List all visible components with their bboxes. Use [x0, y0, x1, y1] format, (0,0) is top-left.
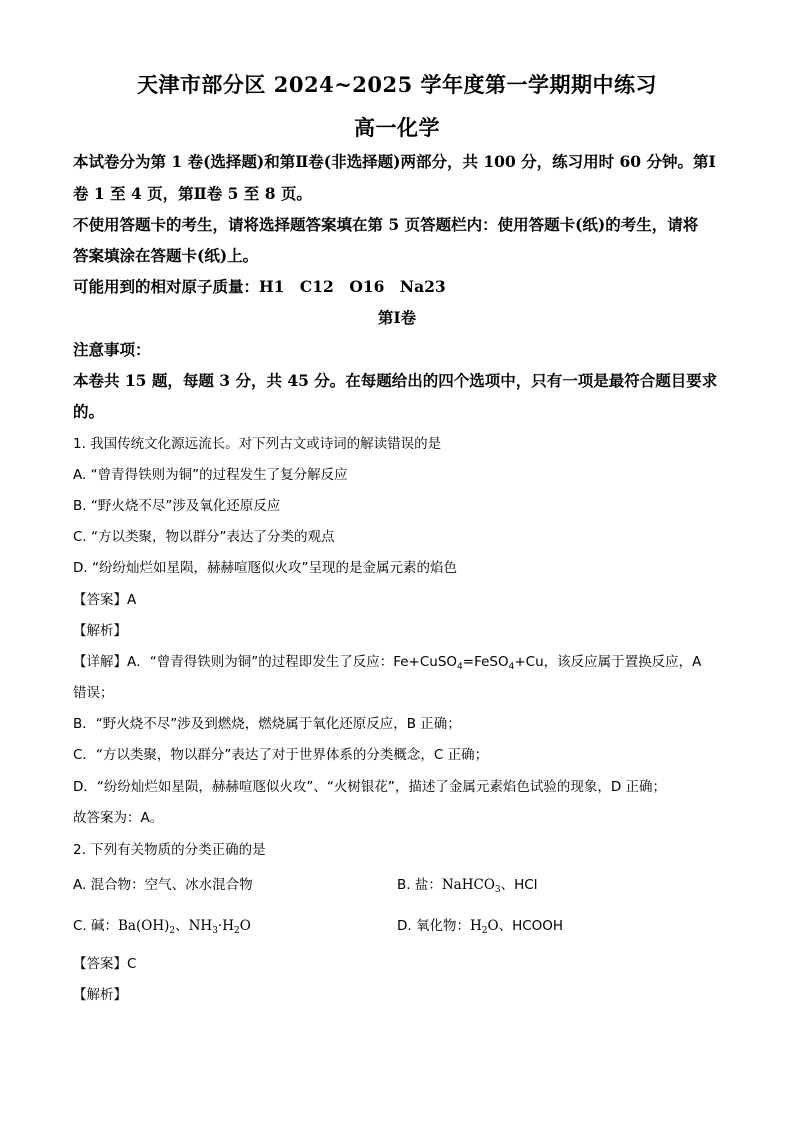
q2-stem: 2. 下列有关物质的分类正确的是 [73, 842, 266, 858]
q1-detail-a-cont: 错误； [73, 685, 114, 701]
rule-line-2: 的。 [73, 402, 105, 421]
q1-option-b: B. “野火烧不尽”涉及氧化还原反应 [73, 498, 281, 514]
notes-heading: 注意事项： [73, 340, 151, 359]
q1-detail-d: D．“纷纷灿烂如星陨，赫赫喧豗似火攻”、“火树银花”，描述了金属元素焰色试验的现象，D 正确； [73, 779, 667, 795]
section-title: 第Ⅰ卷 [377, 308, 417, 327]
q2-option-b: B. 盐：NaHCO$_3$、HCl [397, 877, 538, 895]
q1-detail-b: B．“野火烧不尽”涉及到燃烧，燃烧属于氧化还原反应，B 正确； [73, 716, 461, 732]
q1-analysis-label: 【解析】 [73, 623, 127, 639]
q1-detail-a: 【详解】A．“曾青得铁则为铜”的过程即发生了反应：Fe+CuSO$_4$=FeSO$_4$+Cu，该反应属于置换反应，A [73, 654, 702, 672]
q1-answer: 【答案】A [73, 592, 137, 608]
q2-analysis-label: 【解析】 [73, 987, 127, 1003]
rule-line-1: 本卷共 15 题，每题 3 分，共 45 分。在每题给出的四个选项中，只有一项是最符合题目要求 [73, 371, 718, 390]
q1-detail-c: C．“方以类聚，物以群分”表达了对于世界体系的分类概念，C 正确； [73, 747, 489, 763]
intro-line-4: 答案填涂在答题卡(纸)上。 [73, 246, 259, 265]
document-title: 天津市部分区 2024~2025 学年度第一学期期中练习 [136, 72, 658, 97]
q2-option-c: C. 碱：$Ba(OH)_2$、$NH_3\cdot H_2O$ [73, 918, 251, 936]
intro-line-2: 卷 1 至 4 页，第Ⅱ卷 5 至 8 页。 [73, 184, 312, 203]
intro-line-1: 本试卷分为第 1 卷(选择题)和第Ⅱ卷(非选择题)两部分，共 100 分，练习用时 60 分钟。第Ⅰ [73, 152, 716, 171]
q1-conclusion: 故答案为：A。 [73, 810, 164, 826]
q1-stem: 1. 我国传统文化源远流长。对下列古文或诗词的解读错误的是 [73, 436, 442, 452]
q2-option-a: A. 混合物：空气、冰水混合物 [73, 877, 253, 893]
q2-option-d: D. 氧化物：$H_2O$、HCOOH [397, 918, 564, 936]
q1-option-a: A. “曾青得铁则为铜”的过程发生了复分解反应 [73, 467, 348, 483]
q1-option-c: C. “方以类聚，物以群分”表达了分类的观点 [73, 529, 335, 545]
q2-answer: 【答案】C [73, 956, 137, 972]
q1-option-d: D. “纷纷灿烂如星陨，赫赫喧豗似火攻”呈现的是金属元素的焰色 [73, 560, 457, 576]
atomic-mass-line: 可能用到的相对原子质量：H1 C12 O16 Na23 [73, 277, 446, 296]
intro-line-3: 不使用答题卡的考生，请将选择题答案填在第 5 页答题栏内：使用答题卡(纸)的考生，请将 [73, 215, 699, 234]
document-subtitle: 高一化学 [354, 115, 440, 140]
